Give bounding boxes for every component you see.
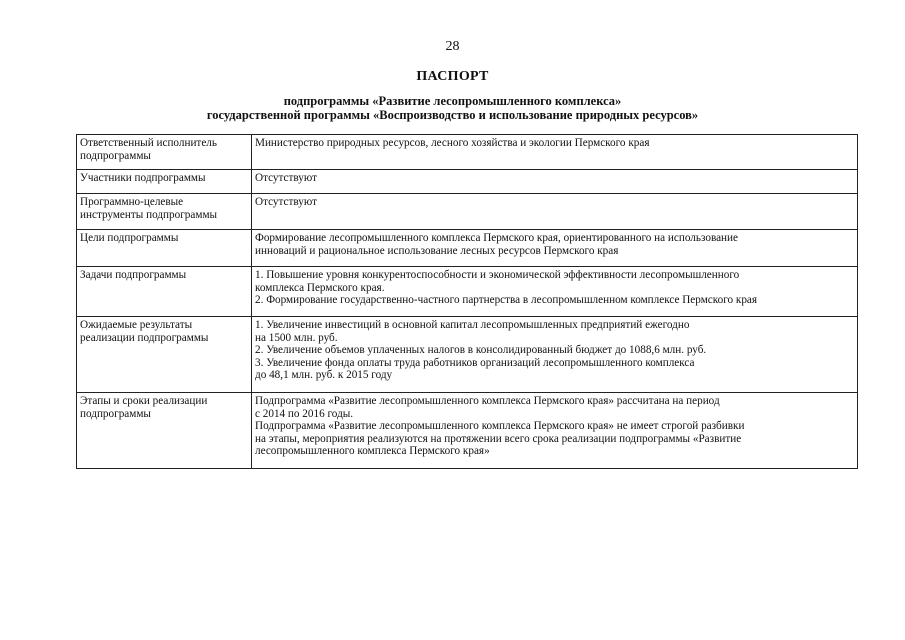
value-line: Формирование лесопромышленного комплекса Пермского края, ориентированного на использование [255, 232, 738, 244]
value-line: 2. Увеличение объемов уплаченных налогов в консолидированный бюджет до 1088,6 млн. руб. [255, 344, 707, 357]
label-line: подпрограммы [80, 149, 151, 162]
row-label-goals [77, 230, 252, 267]
document-subtitle-line-1: подпрограммы «Развитие лесопромышленного комплекса» [283, 94, 622, 108]
value-line: 2. Формирование государственно-частного партнерства в лесопромышленном комплексе Пермского края [255, 294, 758, 307]
value-line: на 1500 млн. руб. [255, 331, 338, 344]
row-value-participants [252, 170, 858, 194]
document-title: ПАСПОРТ [416, 69, 489, 84]
row-label-tasks [77, 267, 252, 317]
row-label-stages-and-terms [77, 393, 252, 469]
passport-table [76, 134, 858, 469]
document-subtitle-line-2: государственной программы «Воспроизводство и использование природных ресурсов» [206, 108, 699, 122]
row-value-expected-results [252, 317, 858, 393]
row-label-expected-results [77, 317, 252, 393]
label-line: реализации подпрограммы [80, 331, 209, 344]
row-value-program-tools [252, 194, 858, 230]
row-value-goals [252, 230, 858, 267]
value-line: Отсутствуют [255, 172, 317, 184]
table-row-stages-and-terms [77, 393, 858, 469]
label-line: Программно-целевые [80, 196, 184, 208]
value-line: лесопромышленного комплекса Пермского края» [255, 445, 490, 458]
label-line: подпрограммы [80, 407, 151, 420]
label-line: Цели подпрограммы [80, 232, 179, 244]
label-line: Участники подпрограммы [80, 172, 206, 184]
document-heading [0, 69, 905, 122]
value-line: инноваций и рациональное использование лесных ресурсов Пермского края [255, 244, 619, 257]
row-value-responsible-executor [252, 135, 858, 170]
label-line: Ответственный исполнитель [80, 137, 217, 149]
value-line: 1. Повышение уровня конкурентоспособности и экономической эффективности лесопромышленного [255, 269, 740, 281]
page-number: 28 [445, 39, 460, 54]
table-row-responsible-executor [77, 135, 858, 170]
table-row-participants [77, 170, 858, 194]
table-row-program-tools [77, 194, 858, 230]
table-row-tasks [77, 267, 858, 317]
value-line: 1. Увеличение инвестиций в основной капитал лесопромышленных предприятий ежегодно [255, 319, 690, 331]
label-line: Ожидаемые результаты [80, 319, 193, 331]
value-line: комплекса Пермского края. [255, 281, 385, 294]
value-line: Подпрограмма «Развитие лесопромышленного комплекса Пермского края» не имеет строгой разбивки [255, 420, 745, 433]
value-line: до 48,1 млн. руб. к 2015 году [255, 369, 393, 382]
row-value-tasks [252, 267, 858, 317]
value-line: на этапы, мероприятия реализуются на протяжении всего срока реализации подпрограммы «Развитие [255, 432, 742, 445]
label-line: Этапы и сроки реализации [80, 395, 208, 407]
label-line: Задачи подпрограммы [80, 269, 187, 281]
value-line: 3. Увеличение фонда оплаты труда работников организаций лесопромышленного комплекса [255, 356, 695, 369]
value-line: Министерство природных ресурсов, лесного хозяйства и экологии Пермского края [255, 137, 650, 149]
value-line: с 2014 по 2016 годы. [255, 407, 354, 420]
row-label-responsible-executor [77, 135, 252, 170]
row-label-participants [77, 170, 252, 194]
value-line: Отсутствуют [255, 196, 317, 208]
table-row-expected-results [77, 317, 858, 393]
label-line: инструменты подпрограммы [80, 208, 218, 221]
value-line: Подпрограмма «Развитие лесопромышленного комплекса Пермского края» рассчитана на период [255, 395, 720, 407]
row-value-stages-and-terms [252, 393, 858, 469]
row-label-program-tools [77, 194, 252, 230]
table-row-goals [77, 230, 858, 267]
